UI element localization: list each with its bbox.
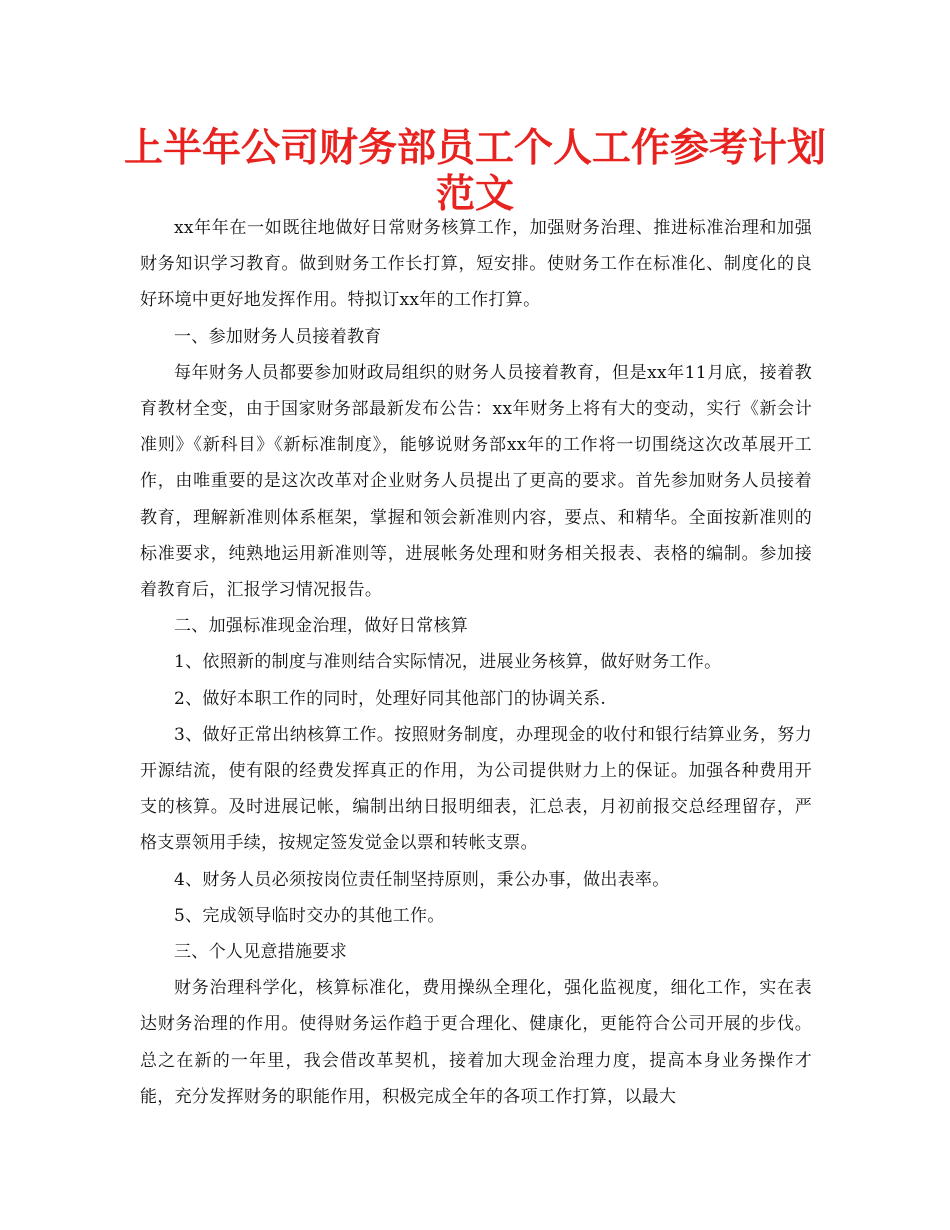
intro-paragraph: xx年年在一如既往地做好日常财务核算工作，加强财务治理、推进标准治理和加强财务知识学习教育。做到财务工作长打算，短安排。使财务工作在标准化、制度化的良好环境中更好地发挥作用。特拟订xx年的工作打算。 xyxy=(140,218,812,311)
list-item: 1、依照新的制度与准则结合实际情况，进展业务核算，做好财务工作。 xyxy=(174,652,722,673)
section-heading-2: 二、加强标准现金治理，做好日常核算 xyxy=(174,616,469,637)
list-item: 5、完成领导临时交办的其他工作。 xyxy=(174,905,445,926)
list-item: 4、财务人员必须按岗位责任制坚持原则，秉公办事，做出表率。 xyxy=(174,869,670,890)
section-heading-3: 三、个人见意措施要求 xyxy=(174,942,347,963)
document-title-line-1: 上半年公司财务部员工个人工作参考计划 xyxy=(123,126,826,171)
list-item: 3、做好正常出纳核算工作。按照财务制度，办理现金的收付和银行结算业务，努力开源结流，使有限的经费发挥真正的作用，为公司提供财力上的保证。加强各种费用开支的核算。及时进展记帐，编制出纳日报明细表，汇总表，月初前报交总经理留存，严格支票领用手续，按规定签发觉金以票和转帐支票。 xyxy=(140,724,812,854)
body-paragraph: 财务治理科学化，核算标准化，费用操纵全理化，强化监视度，细化工作，实在表达财务治理的作用。使得财务运作趋于更合理化、健康化，更能符合公司开展的步伐。总之在新的一年里，我会借改革契机，接着加大现金治理力度，提高本身业务操作才能，充分发挥财务的职能作用，积极完成全年的各项工作打算，以最大 xyxy=(140,978,812,1107)
document-body xyxy=(140,210,812,1115)
list-item: 2、做好本职工作的同时，处理好同其他部门的协调关系. xyxy=(174,688,607,709)
body-paragraph: 每年财务人员都要参加财政局组织的财务人员接着教育，但是xx年11月底，接着教育教材全变，由于国家财务部最新发布公告：xx年财务上将有大的变动，实行《新会计准则》《新科目》《新标准制度》，能够说财务部xx年的工作将一切围绕这次改革展开工作，由唯重要的是这次改革对企业财务人员提出了更高的要求。首先参加财务人员接着教育，理解新准则体系框架，掌握和领会新准则内容，要点、和精华。全面按新准则的标准要求，纯熟地运用新准则等，进展帐务处理和财务相关报表、表格的编制。参加接着教育后，汇报学习情况报告。 xyxy=(140,362,812,601)
section-heading-1: 一、参加财务人员接着教育 xyxy=(174,326,382,347)
document-title-line-2: 范文 xyxy=(435,172,514,217)
